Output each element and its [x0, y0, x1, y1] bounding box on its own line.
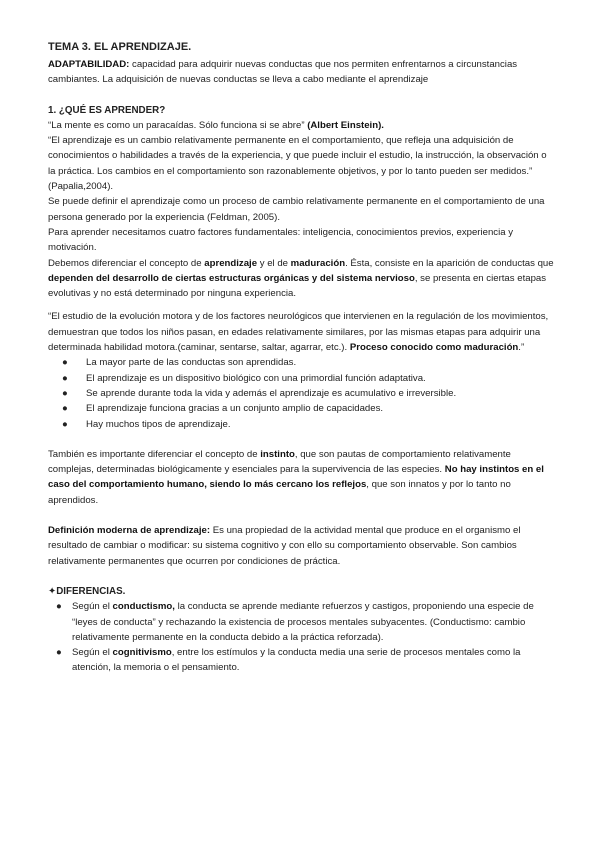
list-item-text: El aprendizaje es un dispositivo biológico con una primordial función adaptativa. [86, 372, 426, 384]
bullet-icon: ● [62, 418, 68, 430]
motor-quote-text: “El estudio de la evolución motora y de los factores neurológicos que intervienen en la regulación de los movimientos, demuestran que todos los niños pasan, en edades relativamente similares, por las mismas etapas para adquirir una determinada habilidad motora.(caminar, sentarse, saltar, agarrar, etc.). [48, 311, 549, 354]
conductismo-bold: conductismo, [112, 601, 175, 613]
list-item [62, 386, 554, 401]
maduracion-paragraph [48, 256, 554, 302]
list-item-text: Según el [72, 601, 113, 613]
motor-quote-bold: Proceso conocido como maduración [349, 342, 519, 354]
instinto-text-1: También es importante diferenciar el concepto de [48, 448, 261, 460]
feldman-definition: Se puede definir el aprendizaje como un proceso de cambio relativamente permanente en el comportamiento de una persona generado por la experiencia (Feldman, 2005). [48, 196, 545, 223]
list-item [62, 371, 554, 386]
maduracion-text-2: y el de [257, 257, 291, 269]
bullet-icon: ● [62, 403, 68, 415]
maduracion-text-1: Debemos diferenciar el concepto de [48, 257, 205, 269]
list-item-text: Hay muchos tipos de aprendizaje. [86, 418, 231, 430]
list-item [56, 599, 554, 645]
cognitivismo-bold: cognitivismo [112, 647, 172, 659]
instinto-text-3: , que son innatos y por lo tanto no aprendidos. [48, 479, 511, 506]
instinto-bold: instinto [260, 448, 295, 460]
definicion-moderna-paragraph [48, 523, 554, 569]
list-item [62, 355, 554, 370]
four-factors-paragraph: Para aprender necesitamos cuatro factores fundamentales: inteligencia, conocimientos previos, experiencia y motivación. [48, 226, 514, 254]
maduracion-text-3: . Ésta, consiste en la aparición de conductas que [345, 257, 554, 269]
instinto-bold-reflejos: No hay instintos en el caso del comportamiento humano, siendo lo más cercano los reflejos [48, 464, 544, 491]
maduracion-text-4: , se presenta en ciertas etapas evolutivas y no está determinado por ninguna experiencia. [48, 272, 547, 300]
maduracion-bold-maduracion: maduración [290, 257, 346, 269]
bullet-icon: ● [62, 357, 68, 369]
list-item [62, 401, 554, 416]
definicion-text: Es una propiedad de la actividad mental que produce en el organismo el resultado de cambiar o modificar: su sistema cognitivo y con ello su comportamiento observable. Son cambios relativamente permanentes que ocurren por condiciones de práctica. [48, 525, 521, 567]
section-heading-que-es-aprender: 1. ¿QUÉ ES APRENDER? [48, 104, 166, 116]
adaptabilidad-text: capacidad para adquirir nuevas conductas que nos permiten enfrentarnos a circunstancias cambiantes. La adquisición de nuevas conductas se lleva a cabo mediante el aprendizaje [48, 59, 518, 86]
list-item-text: Se aprende durante toda la vida y además el aprendizaje es acumulativo e irreversible. [86, 387, 457, 399]
learning-characteristics-list [48, 355, 554, 431]
motor-quote-end: .” [518, 342, 525, 354]
diferencias-list [48, 599, 554, 675]
definicion-label: Definición moderna de aprendizaje: [48, 525, 211, 537]
list-item-text: Según el [72, 647, 113, 659]
bullet-icon: ● [62, 387, 68, 399]
instinto-paragraph [48, 447, 554, 508]
list-item-text: El aprendizaje funciona gracias a un conjunto amplio de capacidades. [86, 403, 384, 415]
instinto-text-2: , que son pautas de comportamiento relativamente complejas, determinadas biológicamente y esenciales para la supervivencia de las especies. [48, 448, 511, 476]
papalia-quote: “El aprendizaje es un cambio relativamente permanente en el comportamiento, que refleja una adquisición de conocimientos o habilidades a través de la experiencia, y que puede incluir el estudio, la instrucción, la observación o la práctica. Los cambios en el comportamiento son razonablemente objetivos, y por lo tanto pueden ser medidos.” (Papalia,2004). [48, 135, 547, 193]
einstein-quote-text: “La mente es como un paracaídas. Sólo funciona si se abre” [48, 119, 308, 131]
section-heading-diferencias: ✦DIFERENCIAS. [48, 585, 126, 597]
list-item-text: la conducta se aprende mediante refuerzos y castigos, proponiendo una especie de “leyes de conducta” y rechazando la existencia de procesos mentales subyacentes. (Conductismo: cambio relativamente permanente en la conducta debido a la práctica reforzada). [72, 601, 534, 643]
adaptabilidad-paragraph [48, 57, 554, 88]
document-title: TEMA 3. EL APRENDIZAJE. [48, 41, 192, 53]
list-item [62, 417, 554, 432]
adaptabilidad-label: ADAPTABILIDAD: [48, 59, 130, 70]
bullet-icon: ● [56, 601, 62, 613]
bullet-icon: ● [56, 647, 62, 659]
motor-evolution-quote [48, 309, 554, 355]
list-item [56, 645, 554, 676]
einstein-quote-author: (Albert Einstein). [307, 119, 384, 131]
maduracion-bold-aprendizaje: aprendizaje [204, 257, 258, 269]
list-item-text: La mayor parte de las conductas son aprendidas. [86, 357, 297, 369]
bullet-icon: ● [62, 372, 68, 384]
list-item-text: , entre los estímulos y la conducta media una serie de procesos mentales como la atención, la memoria o el pensamiento. [72, 647, 521, 674]
einstein-quote [48, 118, 554, 133]
maduracion-bold-desarrollo: dependen del desarrollo de ciertas estructuras orgánicas y del sistema nervioso [48, 272, 415, 284]
